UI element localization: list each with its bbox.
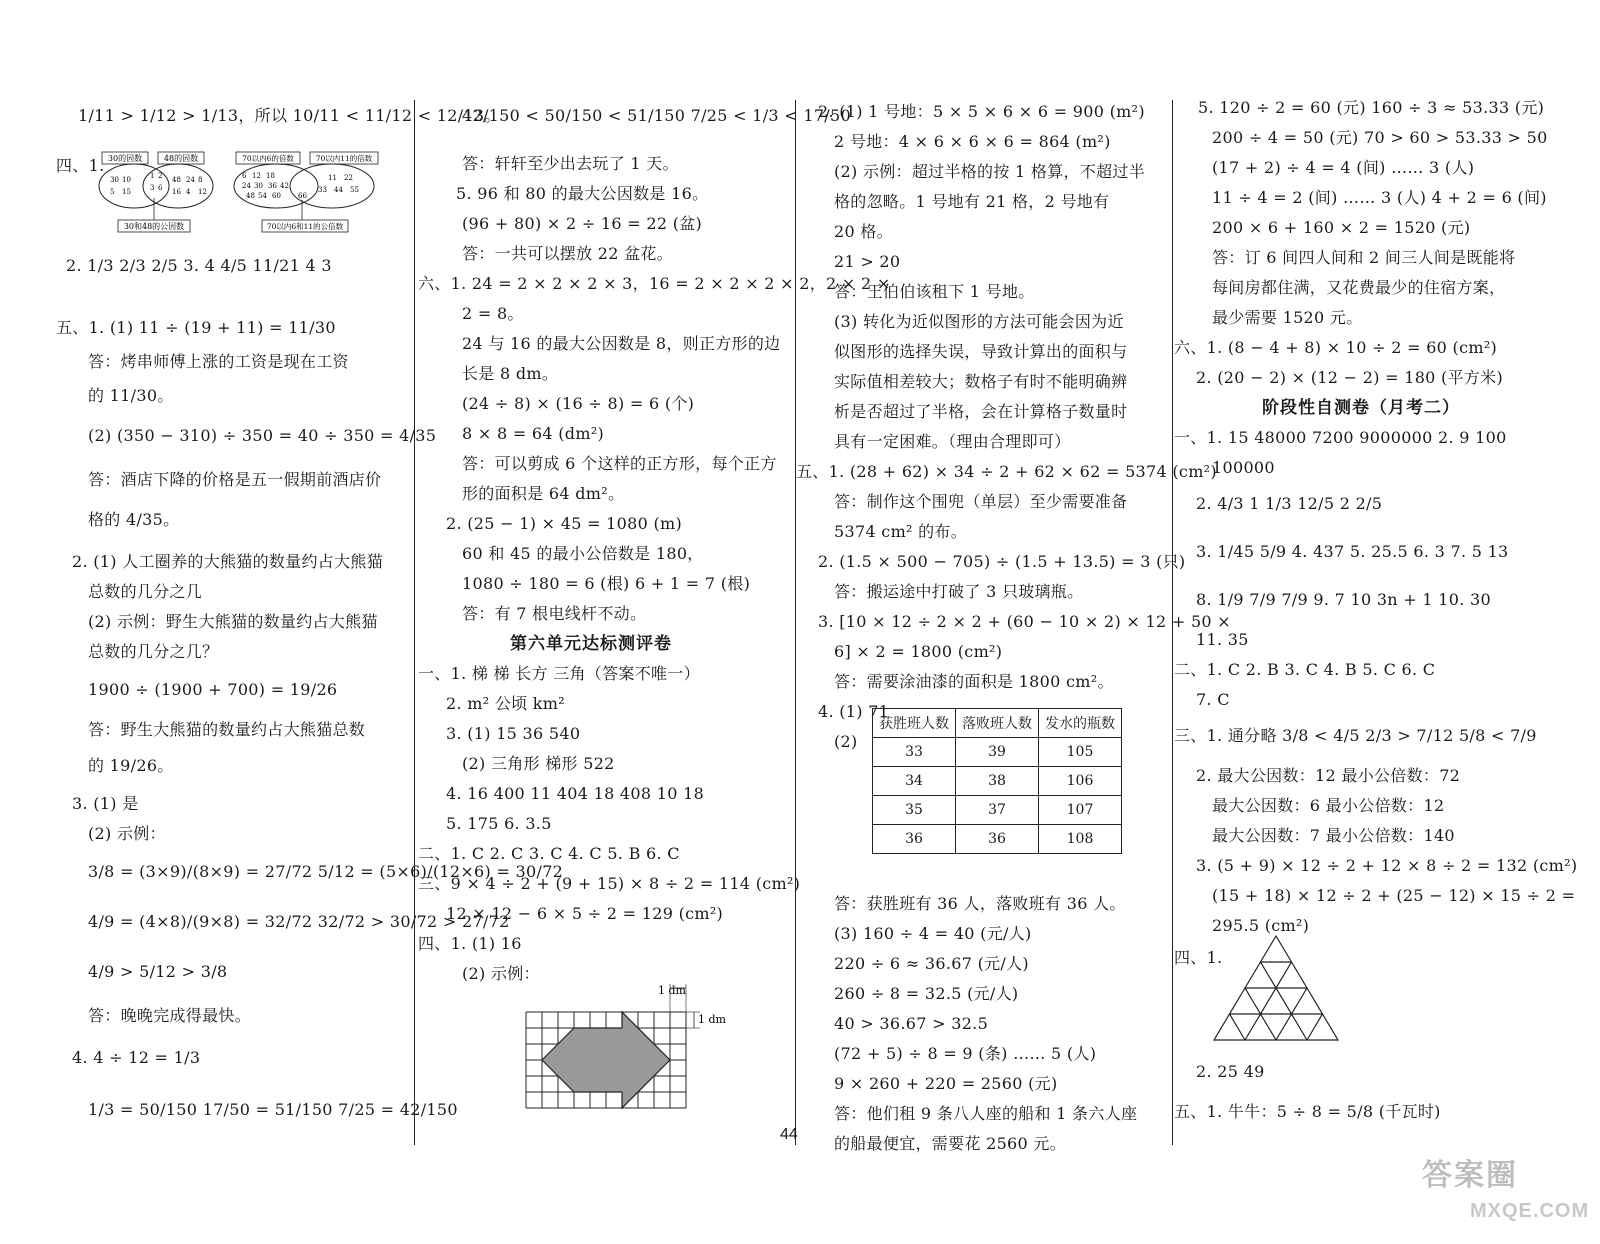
answer-line: 形的面积是 64 dm²。 [462,484,625,503]
answer-line: 2. (1) 人工圈养的大熊猫的数量约占大熊猫 [72,552,384,571]
table-header-row [873,709,1122,738]
answer-line: 1900 ÷ (1900 + 700) = 19/26 [88,680,338,699]
table-cell: 105 [1039,738,1122,767]
answer-line: 4/9 > 5/12 > 3/8 [88,962,228,981]
answer-line: 1/3 = 50/150 17/50 = 51/150 7/25 = 42/150 [88,1100,458,1119]
answer-line: 260 ÷ 8 = 32.5 (元/人) [834,984,1019,1003]
answer-line: 三、1. 通分略 3/8 < 4/5 2/3 > 7/12 5/8 < 7/9 [1174,726,1537,745]
answer-line: (2) 示例： [88,824,166,843]
set-number: 24 [186,176,195,184]
table-header: 获胜班人数 [873,709,956,738]
set-number: 6 [158,184,163,192]
results-table [872,708,1122,854]
set-number: 60 [272,192,281,200]
answer-line: 6] × 2 = 1800 (cm²) [834,642,1003,661]
set-label: 30的因数 [107,154,143,163]
answer-line: 五、1. (1) 11 ÷ (19 + 11) = 11/30 [56,318,336,337]
answer-line: 2 = 8。 [462,304,524,323]
answer-line: 2. (1) 1 号地：5 × 5 × 6 × 6 = 900 (m²) [818,102,1145,121]
answer-line: 2. 最大公因数：12 最小公倍数：72 [1196,766,1461,785]
set-number: 33 [318,186,327,194]
answer-line: 4. 4 ÷ 12 = 1/3 [72,1048,201,1067]
answer-line: 每间房都住满，又花费最少的住宿方案， [1212,278,1506,297]
set-number: 22 [344,174,353,182]
set-number: 4 [186,188,191,196]
answer-line: (2) 示例：超过半格的按 1 格算，不超过半 [834,162,1146,181]
set-number: 24 [242,182,251,190]
answer-line: 100000 [1212,458,1275,477]
set-label: 48的因数 [163,154,199,163]
answer-line: 答：野生大熊猫的数量约占大熊猫总数 [88,720,366,739]
answer-line: 四、1. [1174,948,1223,967]
answer-line: (17 + 2) ÷ 4 = 4 (间) …… 3 (人) [1212,158,1475,177]
answer-line: 五、1. (28 + 62) × 34 ÷ 2 + 62 × 62 = 5374 (cm²) [796,462,1217,481]
answer-line: 5. 175 6. 3.5 [446,814,552,833]
table-cell: 39 [956,738,1039,767]
answer-line: 9 × 260 + 220 = 2560 (元) [834,1074,1058,1093]
answer-line: 20 格。 [834,222,893,241]
answer-line: 总数的几分之几？ [88,642,219,661]
set-number: 55 [350,186,359,194]
answer-line: 2. m² 公顷 km² [446,694,565,713]
answer-line: 200 × 6 + 160 × 2 = 1520 (元) [1212,218,1471,237]
answer-line: 四、1. [56,156,105,175]
answer-line: 的 19/26。 [88,756,174,775]
answer-line: (3) 转化为近似图形的方法可能会因为近 [834,312,1124,331]
answer-line: (3) 160 ÷ 4 = 40 (元/人) [834,924,1032,943]
answer-line: 答：搬运途中打破了 3 只玻璃瓶。 [834,582,1084,601]
section-title: 第六单元达标测评卷 [510,634,672,654]
answer-line: 2 号地：4 × 6 × 6 × 6 = 864 (m²) [834,132,1111,151]
common-label: 70以内6和11的公倍数 [266,222,344,231]
table-cell: 36 [873,825,956,854]
set-number: 6 [242,172,247,180]
answer-line: 3. 1/45 5/9 4. 437 5. 25.5 6. 3 7. 5 13 [1196,542,1509,561]
watermark-url: MXQE.COM [1470,1200,1590,1222]
set-number: 12 [198,188,207,196]
answer-line: 2. 4/3 1 1/3 12/5 2 2/5 [1196,494,1383,513]
set-number: 36 [268,182,277,190]
set-number: 66 [298,192,307,200]
answer-line: 2. (1.5 × 500 − 705) ÷ (1.5 + 13.5) = 3 (只) [818,552,1186,571]
answer-line: 五、1. 牛牛：5 ÷ 8 = 5/8 (千瓦时) [1174,1102,1441,1121]
answer-line: 295.5 (cm²) [1212,916,1310,935]
answer-line: 3/8 = (3×9)/(8×9) = 27/72 5/12 = (5×6)/(12×6) = 30/72 [88,862,564,881]
answer-line: 3. (5 + 9) × 12 ÷ 2 + 12 × 8 ÷ 2 = 132 (cm²) [1196,856,1578,875]
table-cell: 107 [1039,796,1122,825]
answer-line: 六、1. 24 = 2 × 2 × 2 × 3，16 = 2 × 2 × 2 × 2，2 × 2 × [418,274,891,293]
answer-line: 格的忽略。1 号地有 21 格，2 号地有 [834,192,1110,211]
answer-line: 8 × 8 = 64 (dm²) [462,424,605,443]
answer-line: 答：可以剪成 6 个这样的正方形，每个正方 [462,454,777,473]
section-title: 阶段性自测卷（月考二） [1262,398,1460,418]
column-divider [414,100,415,1145]
table-cell: 108 [1039,825,1122,854]
table-cell: 38 [956,767,1039,796]
table-row [873,767,1122,796]
answer-line: 答：烤串师傅上涨的工资是现在工资 [88,352,349,371]
answer-line: 8. 1/9 7/9 7/9 9. 7 10 3n + 1 10. 30 [1196,590,1491,609]
table-cell: 35 [873,796,956,825]
answer-line: 3. [10 × 12 ÷ 2 × 2 + (60 − 10 × 2) × 12 + 50 × [818,612,1231,631]
answer-line: (2) 三角形 梯形 522 [462,754,615,773]
answer-line: 似图形的选择失误，导致计算出的面积与 [834,342,1128,361]
set-number: 3 [150,184,155,192]
answer-line: 总数的几分之几 [88,582,203,601]
answer-line: (24 ÷ 8) × (16 ÷ 8) = 6 (个) [462,394,695,413]
answer-line: 24 与 16 的最大公因数是 8，则正方形的边 [462,334,781,353]
answer-line: 最大公因数：7 最小公倍数：140 [1212,826,1455,845]
answer-line: 11 ÷ 4 = 2 (间) …… 3 (人) 4 + 2 = 6 (间) [1212,188,1547,207]
set-number: 48 [172,176,181,184]
table-header: 落败班人数 [956,709,1039,738]
answer-line: 12 × 12 − 6 × 5 ÷ 2 = 129 (cm²) [446,904,724,923]
watermark-logo: 答案圈 [1422,1159,1518,1192]
dimension-label: 1 dm [658,984,686,997]
answer-line: 四、1. (1) 16 [418,934,522,953]
answer-line: 三、9 × 4 ÷ 2 + (9 + 15) × 8 ÷ 2 = 114 (cm²) [418,874,801,893]
answer-line: 2. 1/3 2/3 2/5 3. 4 4/5 11/21 4 3 [66,256,332,275]
answer-line: 答：酒店下降的价格是五一假期前酒店价 [88,470,382,489]
grid-line [1307,1014,1323,1040]
answer-line: 具有一定困难。（理由合理即可） [834,432,1071,451]
table-row [873,796,1122,825]
set-number: 8 [198,176,203,184]
table-header: 发水的瓶数 [1039,709,1122,738]
answer-line: 格的 4/35。 [88,510,180,529]
set-number: 44 [334,186,343,194]
answer-line: 六、1. (8 − 4 + 8) × 10 ÷ 2 = 60 (cm²) [1174,338,1498,357]
answer-line: (96 + 80) × 2 ÷ 16 = 22 (盆) [462,214,703,233]
answer-line: 2. (20 − 2) × (12 − 2) = 180 (平方米) [1196,368,1504,387]
set-number: 30 [110,176,119,184]
answer-line: 1080 ÷ 180 = 6 (根) 6 + 1 = 7 (根) [462,574,751,593]
answer-line: 二、1. C 2. B 3. C 4. B 5. C 6. C [1174,660,1436,679]
answer-line: 5. 120 ÷ 2 = 60 (元) 160 ÷ 3 ≈ 53.33 (元) [1198,98,1545,117]
set-number: 30 [254,182,263,190]
answer-line: 答：晚晚完成得最快。 [88,1006,252,1025]
answer-line: 最少需要 1520 元。 [1212,308,1363,327]
set-number: 2 [158,172,163,180]
answer-line: 1/11 > 1/12 > 1/13，所以 10/11 < 11/12 < 12/13。 [78,106,501,125]
answer-line: 的 11/30。 [88,386,174,405]
answer-line: 答：一共可以摆放 22 盆花。 [462,244,674,263]
set-number: 48 [246,192,255,200]
grid-line [1230,1014,1246,1040]
answer-line: 200 ÷ 4 = 50 (元) 70 > 60 > 53.33 > 50 [1212,128,1548,147]
table-cell: 106 [1039,767,1122,796]
answer-line: 5. 96 和 80 的最大公因数是 16。 [456,184,709,203]
answer-line: 7. C [1196,690,1230,709]
set-number: 11 [328,174,337,182]
answer-line: 的船最便宜，需要花 2560 元。 [834,1134,1066,1153]
answer-line: 4/9 = (4×8)/(9×8) = 32/72 32/72 > 30/72 > 27/72 [88,912,510,931]
answer-line: 析是否超过了半格，会在计算格子数量时 [834,402,1128,421]
answer-line: (15 + 18) × 12 ÷ 2 + (25 − 12) × 15 ÷ 2 = [1212,886,1576,905]
answer-line: 答：获胜班有 36 人，落败班有 36 人。 [834,894,1126,913]
answer-line: 3. (1) 15 36 540 [446,724,581,743]
answer-line: 一、1. 15 48000 7200 9000000 2. 9 100 [1174,428,1507,447]
grid-line [1261,962,1308,1040]
answer-line: (2) [834,732,858,751]
answer-line: 42/150 < 50/150 < 51/150 7/25 < 1/3 < 17/50 [462,106,851,125]
set-number: 1 [150,172,155,180]
answer-line: 答：订 6 间四人间和 2 间三人间是既能将 [1212,248,1516,267]
answer-line: 一、1. 梯 梯 长方 三角（答案不唯一） [418,664,700,683]
answer-line: 长是 8 dm。 [462,364,559,383]
answer-line: (2) 示例：野生大熊猫的数量约占大熊猫 [88,612,378,631]
answer-line: 21 > 20 [834,252,901,271]
answer-line: 答：王伯伯该租下 1 号地。 [834,282,1035,301]
table-cell: 34 [873,767,956,796]
answer-line: 答：轩轩至少出去玩了 1 天。 [462,154,679,173]
dimension-label: 1 dm [698,1013,726,1026]
answer-line: (72 + 5) ÷ 8 = 9 (条) …… 5 (人) [834,1044,1097,1063]
venn-diagrams [96,150,406,240]
answer-line: 40 > 36.67 > 32.5 [834,1014,989,1033]
venn-right [234,152,378,232]
table-cell: 33 [873,738,956,767]
table-cell: 37 [956,796,1039,825]
set-number: 54 [258,192,267,200]
answer-line: 答：需要涂油漆的面积是 1800 cm²。 [834,672,1114,691]
table-row [873,825,1122,854]
set-number: 42 [280,182,289,190]
answer-line: 2. (25 − 1) × 45 = 1080 (m) [446,514,683,533]
answer-line: 答：有 7 根电线杆不动。 [462,604,647,623]
answer-line: 3. (1) 是 [72,794,139,813]
set-number: 12 [252,172,261,180]
answer-line: 实际值相差较大；数格子有时不能明确辨 [834,372,1128,391]
set-number: 10 [122,176,131,184]
answer-line: 答：他们租 9 条八人座的船和 1 条六人座 [834,1104,1138,1123]
set-label: 70以内11的倍数 [315,154,373,163]
answer-line: 最大公因数：6 最小公倍数：12 [1212,796,1445,815]
set-number: 16 [172,188,181,196]
answer-line: 4. (1) 71 [818,702,890,721]
set-number: 15 [122,188,131,196]
answer-line: 2. 25 49 [1196,1062,1265,1081]
venn-left [99,152,213,232]
column-divider [795,100,796,1145]
answer-line: 11. 35 [1196,630,1249,649]
answer-line: 答：制作这个围兜（单层）至少需要准备 [834,492,1128,511]
common-label: 30和48的公因数 [123,222,185,231]
answer-line: 60 和 45 的最小公倍数是 180， [462,544,704,563]
answer-line: (2) 示例： [462,964,540,983]
answer-line: 5374 cm² 的布。 [834,522,968,541]
set-number: 18 [266,172,275,180]
venn-circle [290,164,374,208]
grid-figure [520,982,726,1122]
answer-line: 4. 16 400 11 404 18 408 10 18 [446,784,705,803]
set-number: 5 [110,188,115,196]
table-cell: 36 [956,825,1039,854]
answer-line: (2) (350 − 310) ÷ 350 = 40 ÷ 350 = 4/35 [88,426,437,445]
answer-line: 220 ÷ 6 ≈ 36.67 (元/人) [834,954,1029,973]
set-label: 70以内6的倍数 [242,154,294,163]
table-row [873,738,1122,767]
triangle-figure [1210,932,1350,1046]
answer-line: 二、1. C 2. C 3. C 4. C 5. B 6. C [418,844,680,863]
grid-line [1245,962,1292,1040]
page-number: 44 [780,1126,798,1143]
